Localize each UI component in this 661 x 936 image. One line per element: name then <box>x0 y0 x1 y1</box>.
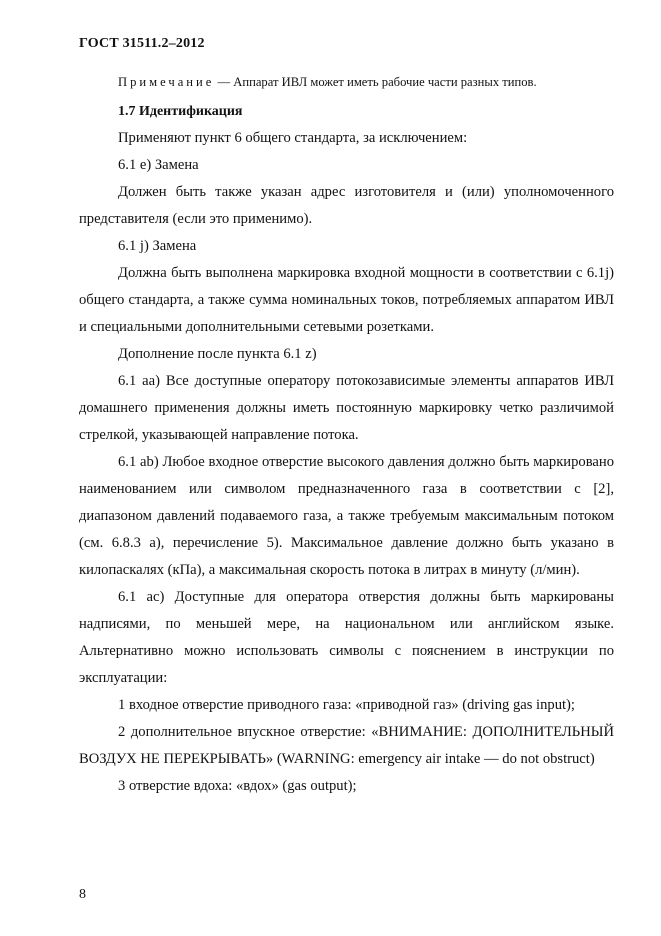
list-item: 1 входное отверстие приводного газа: «приводной газ» (driving gas input); <box>118 697 575 713</box>
page-number: 8 <box>79 887 86 902</box>
paragraph: Должен быть также указан адрес изготовителя и (или) уполномоченного представителя (если это применимо). <box>79 184 614 227</box>
note-text: — Аппарат ИВЛ может иметь рабочие части разных типов. <box>214 75 537 89</box>
standard-code-header: ГОСТ 31511.2–2012 <box>79 36 205 51</box>
note <box>79 72 614 92</box>
paragraph: 6.1 aa) Все доступные оператору потокозависимые элементы аппаратов ИВЛ домашнего применения должны иметь постоянную маркировку четко различимой стрелкой, указывающей направление потока. <box>79 373 614 443</box>
paragraph: 6.1 ab) Любое входное отверстие высокого давления должно быть маркировано наименованием или символом предназначенного газа в соответствии с [2], диапазоном давлений подаваемого газа, а также требуемым максимальным потоком (см. 6.8.3 а), перечисление 5). Максимальное давление должно быть указано в килопаскалях (кПа), а максимальная скорость потока в литрах в минуту (л/мин). <box>79 454 614 578</box>
paragraph: Дополнение после пункта 6.1 z) <box>118 346 317 362</box>
note-lead: Примечание <box>118 75 215 89</box>
paragraph: 6.1 ac) Доступные для оператора отверстия должны быть маркированы надписями, по меньшей мере, на национальном или английском языке. Альтернативно можно использовать символы с пояснением в инструкции по эксплуатации: <box>79 589 614 686</box>
list-item: 3 отверстие вдоха: «вдох» (gas output); <box>118 778 357 794</box>
section-heading: 1.7 Идентификация <box>118 104 243 119</box>
list-item: 2 дополнительное впускное отверстие: «ВНИМАНИЕ: ДОПОЛНИТЕЛЬНЫЙ ВОЗДУХ НЕ ПЕРЕКРЫВАТЬ» (WARNING: emergency air intake — do not obstruct) <box>79 724 614 767</box>
paragraph: 6.1 е) Замена <box>118 157 199 173</box>
main-text <box>79 72 614 800</box>
paragraph: 6.1 j) Замена <box>118 238 197 254</box>
paragraph: Применяют пункт 6 общего стандарта, за исключением: <box>118 130 468 146</box>
paragraph: Должна быть выполнена маркировка входной мощности в соответствии с 6.1j) общего стандарта, а также сумма номинальных токов, потребляемых аппаратом ИВЛ и специальными дополнительными сетевыми розетками. <box>79 265 614 335</box>
